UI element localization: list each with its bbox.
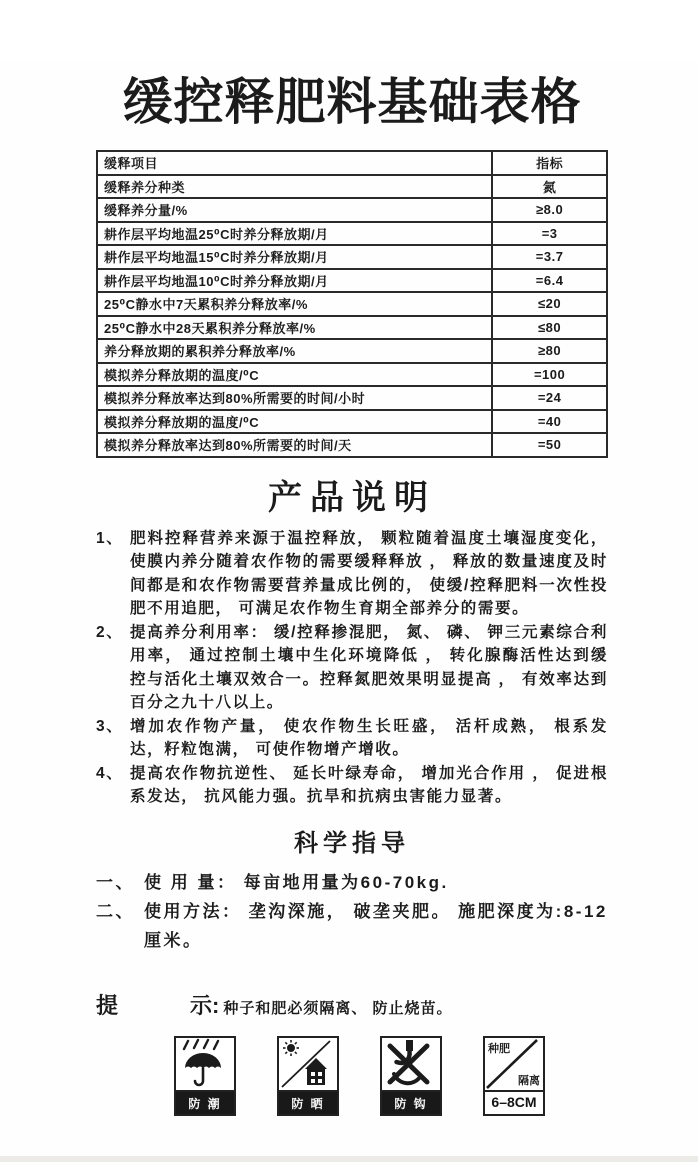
table-row xyxy=(97,433,607,457)
table-header-value: 指标 xyxy=(492,151,607,175)
guidance-line-number: 二、 xyxy=(96,901,135,921)
guidance-line xyxy=(96,897,608,955)
table-row xyxy=(97,292,607,316)
list-item-number: 3、 xyxy=(96,717,124,735)
scan-edge-artifact xyxy=(0,1156,698,1162)
table-cell-value: =3.7 xyxy=(492,245,607,269)
separation-top-label: 种肥 xyxy=(488,1042,510,1055)
list-item xyxy=(96,621,608,715)
keep-dry-label: 防 潮 xyxy=(176,1090,234,1114)
scientific-guidance-heading: 科学指导 xyxy=(294,829,410,857)
separation-bottom-label: 隔离 xyxy=(518,1074,540,1087)
table-cell-item: 耕作层平均地温10⁰C时养分释放期/月 xyxy=(97,269,492,293)
table-row xyxy=(97,175,607,199)
product-description-list xyxy=(96,527,608,809)
table-cell-item: 模拟养分释放期的温度/⁰C xyxy=(97,363,492,387)
sun-house-icon xyxy=(279,1038,337,1090)
sun-protection-pictogram xyxy=(277,1036,339,1116)
list-item-text: 增加农作物产量， 使农作物生长旺盛， 活杆成熟， 根系发达，籽粒饱满， 可使作物增产增收。 xyxy=(130,717,608,758)
table-row xyxy=(97,363,607,387)
umbrella-rain-icon xyxy=(176,1038,234,1090)
list-item xyxy=(96,762,608,809)
table-cell-item: 缓释养分种类 xyxy=(97,175,492,199)
guidance-line-number: 一、 xyxy=(96,872,135,892)
list-item-text: 提高养分利用率： 缓/控释掺混肥， 氮、 磷、 钾三元素综合利用率， 通过控制土壤中生化环境降低 ， 转化腺酶活性达到缓控与活化土壤双效合一。控释氮肥效果明显提高 ， 有效率达到百分之九十八以上。 xyxy=(130,623,608,711)
guidance-line-text: 使 用 量： 每亩地用量为60-70kg. xyxy=(144,872,449,892)
notice-row xyxy=(96,989,608,1020)
content-area xyxy=(96,62,608,1116)
guidance-lines xyxy=(96,868,608,955)
no-hooks-label: 防 钩 xyxy=(382,1090,440,1114)
list-item-number: 4、 xyxy=(96,764,124,782)
page-title: 缓控释肥料基础表格 xyxy=(122,74,582,130)
table-cell-value: =40 xyxy=(492,410,607,434)
spec-table xyxy=(96,150,608,458)
table-row xyxy=(97,198,607,222)
list-item xyxy=(96,527,608,621)
list-item-number: 2、 xyxy=(96,623,124,641)
table-cell-value: =3 xyxy=(492,222,607,246)
table-cell-value: 氮 xyxy=(492,175,607,199)
table-cell-value: =100 xyxy=(492,363,607,387)
keep-dry-pictogram xyxy=(174,1036,236,1116)
guidance-line-text: 使用方法： 垄沟深施， 破垄夹肥。 施肥深度为:8-12厘米。 xyxy=(144,901,608,950)
table-cell-item: 养分释放期的累积养分释放率/% xyxy=(97,339,492,363)
product-description-heading: 产品说明 xyxy=(268,478,436,517)
table-cell-value: ≥80 xyxy=(492,339,607,363)
notice-label-right: 示: xyxy=(190,992,220,1018)
table-cell-value: ≥8.0 xyxy=(492,198,607,222)
table-row xyxy=(97,222,607,246)
crossed-hook-icon xyxy=(382,1038,440,1090)
fertilizer-label-page xyxy=(0,62,698,1162)
notice-text: 种子和肥必须隔离、 防止烧苗。 xyxy=(223,999,453,1017)
table-cell-item: 模拟养分释放率达到80%所需要的时间/小时 xyxy=(97,386,492,410)
table-cell-item: 模拟养分释放率达到80%所需要的时间/天 xyxy=(97,433,492,457)
table-row xyxy=(97,245,607,269)
list-item-text: 肥料控释营养来源于温控释放， 颗粒随着温度土壤湿度变化，使膜内养分随着农作物的需要缓释释放 ， 释放的数量速度及时间都是和农作物需要营养量成比例的， 使缓/控释肥料一次性投肥不用追肥， 可满足农作物生育期全部养分的需要。 xyxy=(130,529,608,617)
notice-label-left: 提 xyxy=(96,992,119,1018)
list-item-text: 提高农作物抗逆性、 延长叶绿寿命， 增加光合作用 ， 促进根系发达， 抗风能力强。抗旱和抗病虫害能力显著。 xyxy=(130,764,608,805)
table-cell-item: 缓释养分量/% xyxy=(97,198,492,222)
seed-fertilizer-separation-pictogram xyxy=(483,1036,545,1116)
separation-distance-label: 6–8CM xyxy=(485,1090,543,1111)
list-item-number: 1、 xyxy=(96,529,124,547)
no-hooks-pictogram xyxy=(380,1036,442,1116)
table-cell-item: 25⁰C静水中28天累积养分释放率/% xyxy=(97,316,492,340)
handling-pictograms xyxy=(174,1036,608,1116)
table-row xyxy=(97,151,607,175)
table-header-item: 缓释项目 xyxy=(97,151,492,175)
table-cell-item: 耕作层平均地温15⁰C时养分释放期/月 xyxy=(97,245,492,269)
table-cell-value: =24 xyxy=(492,386,607,410)
table-cell-value: =50 xyxy=(492,433,607,457)
table-cell-item: 25⁰C静水中7天累积养分释放率/% xyxy=(97,292,492,316)
table-row xyxy=(97,339,607,363)
table-cell-value: ≤20 xyxy=(492,292,607,316)
guidance-line xyxy=(96,868,608,897)
table-cell-item: 模拟养分释放期的温度/⁰C xyxy=(97,410,492,434)
table-cell-value: ≤80 xyxy=(492,316,607,340)
sun-protection-label: 防 晒 xyxy=(279,1090,337,1114)
table-row xyxy=(97,316,607,340)
list-item xyxy=(96,715,608,762)
table-row xyxy=(97,269,607,293)
table-cell-item: 耕作层平均地温25⁰C时养分释放期/月 xyxy=(97,222,492,246)
separation-diagonal-icon xyxy=(485,1038,543,1090)
table-row xyxy=(97,410,607,434)
table-row xyxy=(97,386,607,410)
table-cell-value: =6.4 xyxy=(492,269,607,293)
